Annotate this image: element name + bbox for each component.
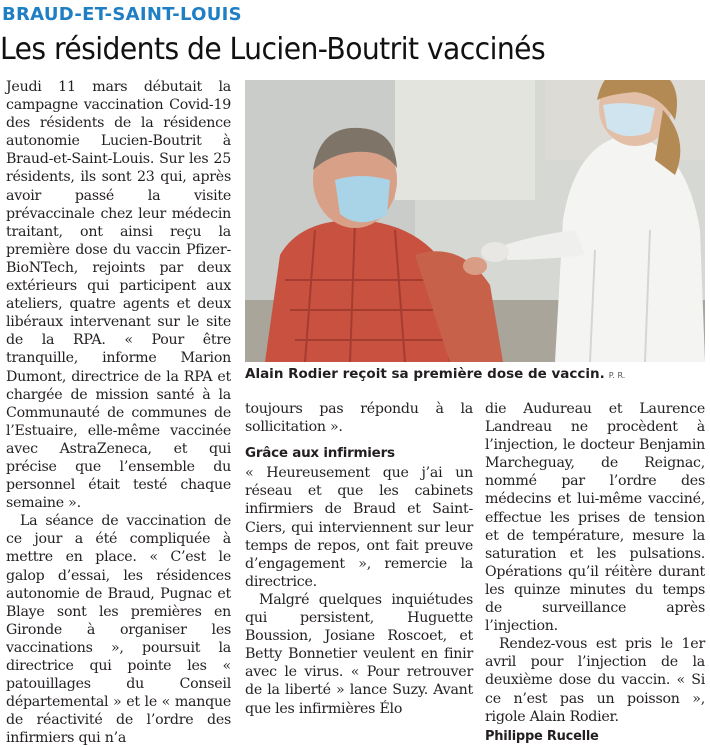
paragraph: Jeudi 11 mars débutait la campagne vaccination Covid-19 des résidents de la résidence autonomie Lucien-Boutrit à Braud-et-Saint-Louis. Sur les 25 résidents, ils sont 23 qui, après avoir passé la visite prévaccinale chez leur médecin traitant, ont ainsi reçu la première dose du vaccin Pfizer-BioNTech, rejoints par deux extérieurs qui participent aux ateliers, quatre agents et deux libéraux intervenant sur le site de la RPA. « Pour être tranquille, informe Marion Dumont, directrice de la RPA et chargée de mission santé à la Communauté de communes de l’Estuaire, elle-même vaccinée avec AstraZeneca, et qui précise que l’ensemble du personnel était testé chaque semaine ».: [6, 79, 231, 512]
paragraph: « Heureusement que j’ai un réseau et que les cabinets infirmiers de Braud et Saint-Ciers, qui interviennent sur leur temps de repos, ont fait preuve d’engagement », remercie la directrice.: [245, 465, 473, 590]
paragraph-continued: toujours pas répondu à la sollicitation ».: [245, 401, 473, 436]
photo-credit: P. R.: [608, 371, 626, 380]
byline: Philippe Rucelle: [485, 728, 599, 744]
paragraph: La séance de vaccination de ce jour a été compliquée à mettre en place. « C’est le galop d’essai, les résidences autonomie de Braud, Pugnac et Blaye sont les premières en Gironde à organiser les vaccinations », poursuit la directrice qui pointe les « patouillages du Conseil départemental » et le « manque de réactivité de l’ordre des infirmiers qui n’a: [6, 513, 231, 747]
article-column-2: [245, 400, 473, 718]
paragraph: Rendez-vous est pris le 1er avril pour l’injection de la deuxième dose du vaccin. « Si ce n’est pas un poisson », rigole Alain Rodier.: [485, 636, 705, 725]
kicker: BRAUD-ET-SAINT-LOUIS: [2, 4, 242, 25]
subheading: Grâce aux infirmiers: [245, 445, 395, 462]
caption-text: Alain Rodier reçoit sa première dose de vaccin.: [245, 366, 605, 382]
photo-caption: [245, 366, 625, 382]
paragraph: Malgré quelques inquiétudes qui persistent, Huguette Boussion, Josiane Roscoet, et Betty Bonnetier veulent en finir avec le virus. « Pour retrouver de la liberté » lance Suzy. Avant que les infirmières Élo: [245, 591, 473, 717]
article-column-1: [6, 78, 231, 747]
paragraph-continued: die Audureau et Laurence Landreau ne procèdent à l’injection, le docteur Benjamin Marcheguay, de Reignac, nommé par l’ordre des médecins et lui-même vacciné, effectue les prises de tension et de température, mesure la saturation et les pulsations. Opérations qu’il réitère durant les quinze minutes du temps de surveillance après l’injection.: [485, 401, 705, 635]
photo: [245, 80, 705, 362]
headline: Les résidents de Lucien-Boutrit vaccinés: [0, 32, 546, 67]
article-column-3: [485, 400, 705, 746]
vaccination-photo: [245, 80, 705, 362]
